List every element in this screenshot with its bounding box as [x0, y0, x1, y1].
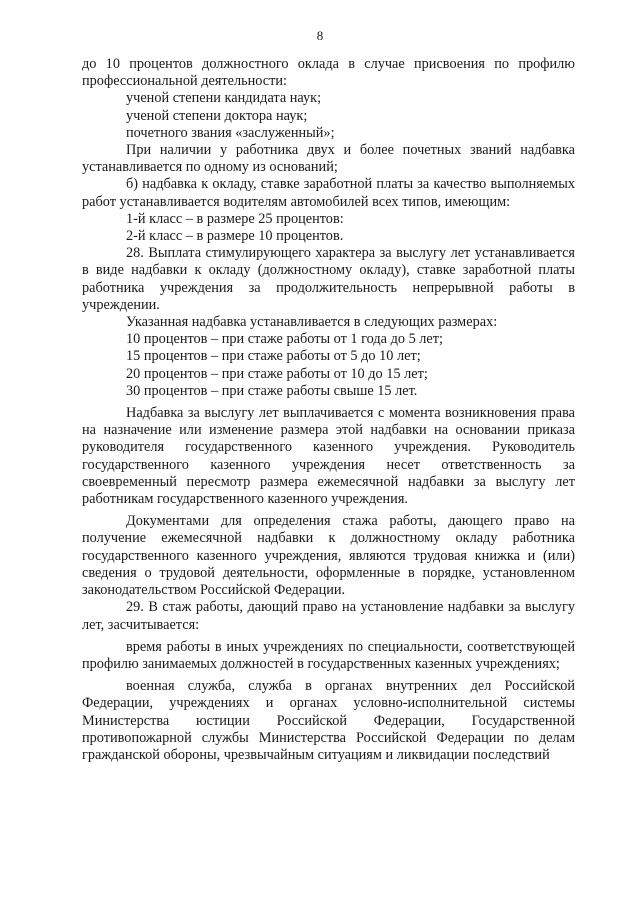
list-item: почетного звания «заслуженный»; [126, 124, 335, 141]
paragraph: Документами для определения стажа работы, дающего право на получение ежемесячной надбавки к должностному окладу работника государственного казенного учреждения, являются трудовая книжка и (или) сведения о трудовой деятельности, оформленные в порядке, установленном законодательством Российской Федерации. [82, 513, 575, 599]
paragraph: военная служба, служба в органах внутренних дел Российской Федерации, учреждениях и органах условно-исполнительной системы Министерства юстиции Российской Федерации, Государственной противопожарной службы Министерства Российской Федерации по делам гражданской обороны, чрезвычайным ситуациям и ликвидации последствий [82, 678, 575, 763]
paragraph: При наличии у работника двух и более почетных званий надбавка устанавливается по одному из оснований; [82, 142, 575, 176]
paragraph: до 10 процентов должностного оклада в случае присвоения по профилю профессиональной деятельности: [82, 56, 575, 90]
document-body [82, 56, 575, 764]
paragraph: Указанная надбавка устанавливается в следующих размерах: [126, 314, 498, 331]
paragraph: Надбавка за выслугу лет выплачивается с момента возникновения права на назначение или изменение размера этой надбавки на основании приказа руководителя государственного казенного учреждения. Руководитель государственного казенного учреждения несет ответственность за своевременный пересмотр размера ежемесячной надбавки за выслугу лет работникам государственного казенного учреждения. [82, 405, 575, 508]
list-item: ученой степени кандидата наук; [126, 90, 322, 107]
list-item: 10 процентов – при стаже работы от 1 года до 5 лет; [126, 331, 443, 348]
page-number: 8 [316, 28, 324, 43]
paragraph: б) надбавка к окладу, ставке заработной платы за качество выполняемых работ устанавливается водителям автомобилей всех типов, имеющим: [82, 176, 575, 210]
list-item: 20 процентов – при стаже работы от 10 до 15 лет; [126, 365, 428, 382]
list-item: 1-й класс – в размере 25 процентов: [126, 210, 344, 227]
list-item: 15 процентов – при стаже работы от 5 до 10 лет; [126, 348, 421, 365]
paragraph: 28. Выплата стимулирующего характера за выслугу лет устанавливается в виде надбавки к окладу (должностному окладу), ставке заработной платы работника учреждения за продолжительность непрерывной работы в учреждении. [82, 245, 575, 313]
list-item: ученой степени доктора наук; [126, 107, 308, 124]
paragraph: 29. В стаж работы, дающий право на установление надбавки за выслугу лет, засчитывается: [82, 599, 575, 633]
list-item: 30 процентов – при стаже работы свыше 15 лет. [126, 382, 418, 399]
list-item: 2-й класс – в размере 10 процентов. [126, 228, 344, 245]
paragraph: время работы в иных учреждениях по специальности, соответствующей профилю занимаемых должностей в государственных казенных учреждениях; [82, 638, 575, 672]
